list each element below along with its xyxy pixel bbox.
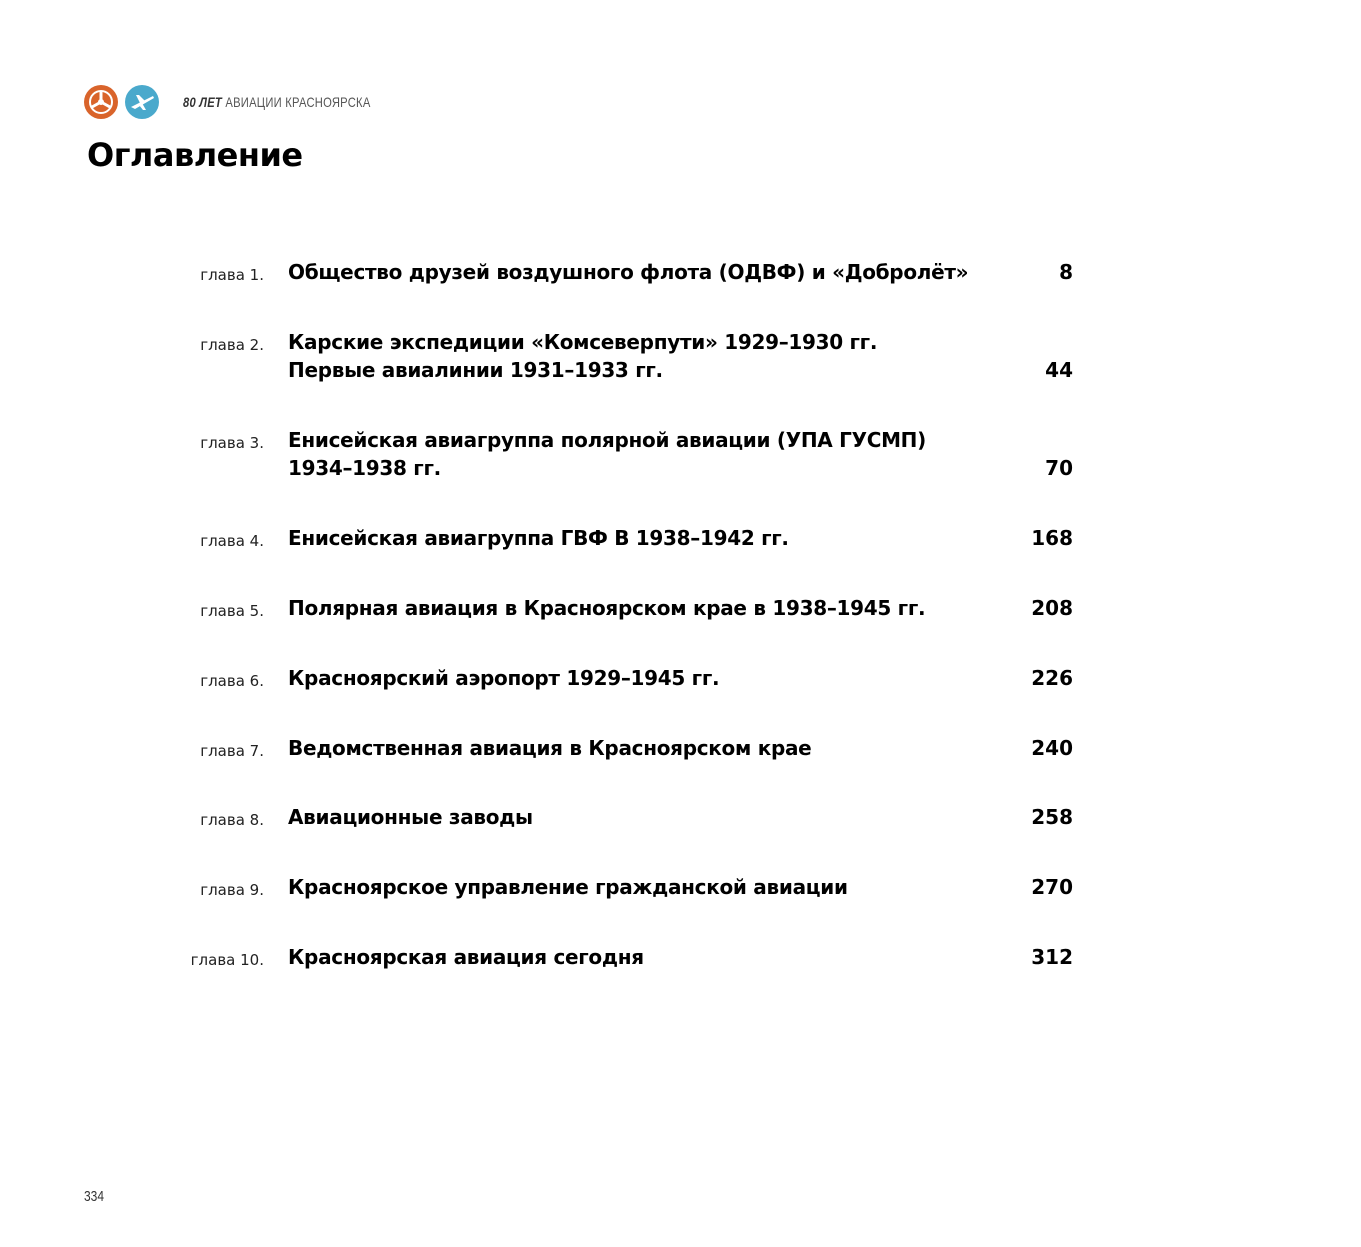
chapter-title-line: Красноярская авиация сегодня [288,945,644,969]
chapter-page: 44 [1045,358,1073,382]
chapter-title-line: Ведомственная авиация в Красноярском крае [288,736,812,760]
chapter-title [288,734,988,762]
chapter-title [288,873,988,901]
chapter-title [288,803,988,831]
chapter-title [288,328,988,384]
toc-entry [0,594,1361,654]
toc-entry [0,943,1361,1003]
toc-entry [0,258,1361,318]
toc-entry [0,328,1361,388]
brand-text [183,94,371,110]
chapter-label: глава 10. [190,951,264,969]
toc-entry [0,664,1361,724]
chapter-title-line: Первые авиалинии 1931–1933 гг. [288,358,663,382]
chapter-title-line: Авиационные заводы [288,805,533,829]
chapter-title-line: Общество друзей воздушного флота (ОДВФ) и «Добролёт» [288,260,969,284]
chapter-title-line: Красноярское управление гражданской авиации [288,875,848,899]
chapter-label: глава 7. [200,742,264,760]
toc-entry [0,873,1361,933]
airplane-logo [125,85,159,119]
chapter-title [288,258,988,286]
chapter-title-line: Енисейская авиагруппа полярной авиации (УПА ГУСМП) [288,428,926,452]
chapter-page: 226 [1031,666,1073,690]
chapter-title-line: Енисейская авиагруппа ГВФ В 1938–1942 гг. [288,526,789,550]
airplane-icon [127,87,157,117]
chapter-label: глава 8. [200,811,264,829]
chapter-label: глава 6. [200,672,264,690]
chapter-title [288,594,988,622]
page-number: 334 [84,1188,105,1205]
toc-entry [0,803,1361,863]
chapter-label: глава 5. [200,602,264,620]
chapter-page: 70 [1045,456,1073,480]
toc-entry [0,734,1361,794]
chapter-page: 208 [1031,596,1073,620]
chapter-label: глава 2. [200,336,264,354]
page-header [84,84,417,120]
chapter-page: 168 [1031,526,1073,550]
chapter-title-line: Карские экспедиции «Комсеверпути» 1929–1930 гг. [288,330,878,354]
brand-rest: АВИАЦИИ КРАСНОЯРСКА [225,94,371,110]
chapter-title-line: 1934–1938 гг. [288,456,441,480]
chapter-page: 270 [1031,875,1073,899]
chapter-title [288,664,988,692]
chapter-title [288,426,988,482]
chapter-page: 240 [1031,736,1073,760]
chapter-title [288,524,988,552]
page-title: Оглавление [87,136,303,174]
brand-bold: 80 ЛЕТ [183,94,223,110]
propeller-logo [84,85,118,119]
toc-entry [0,524,1361,584]
chapter-title-line: Красноярский аэропорт 1929–1945 гг. [288,666,720,690]
toc-entry [0,426,1361,486]
chapter-label: глава 4. [200,532,264,550]
chapter-title-line: Полярная авиация в Красноярском крае в 1938–1945 гг. [288,596,926,620]
chapter-label: глава 3. [200,434,264,452]
chapter-page: 258 [1031,805,1073,829]
chapter-page: 312 [1031,945,1073,969]
chapter-title [288,943,988,971]
propeller-icon [86,87,116,117]
chapter-page: 8 [1059,260,1073,284]
chapter-label: глава 1. [200,266,264,284]
chapter-label: глава 9. [200,881,264,899]
